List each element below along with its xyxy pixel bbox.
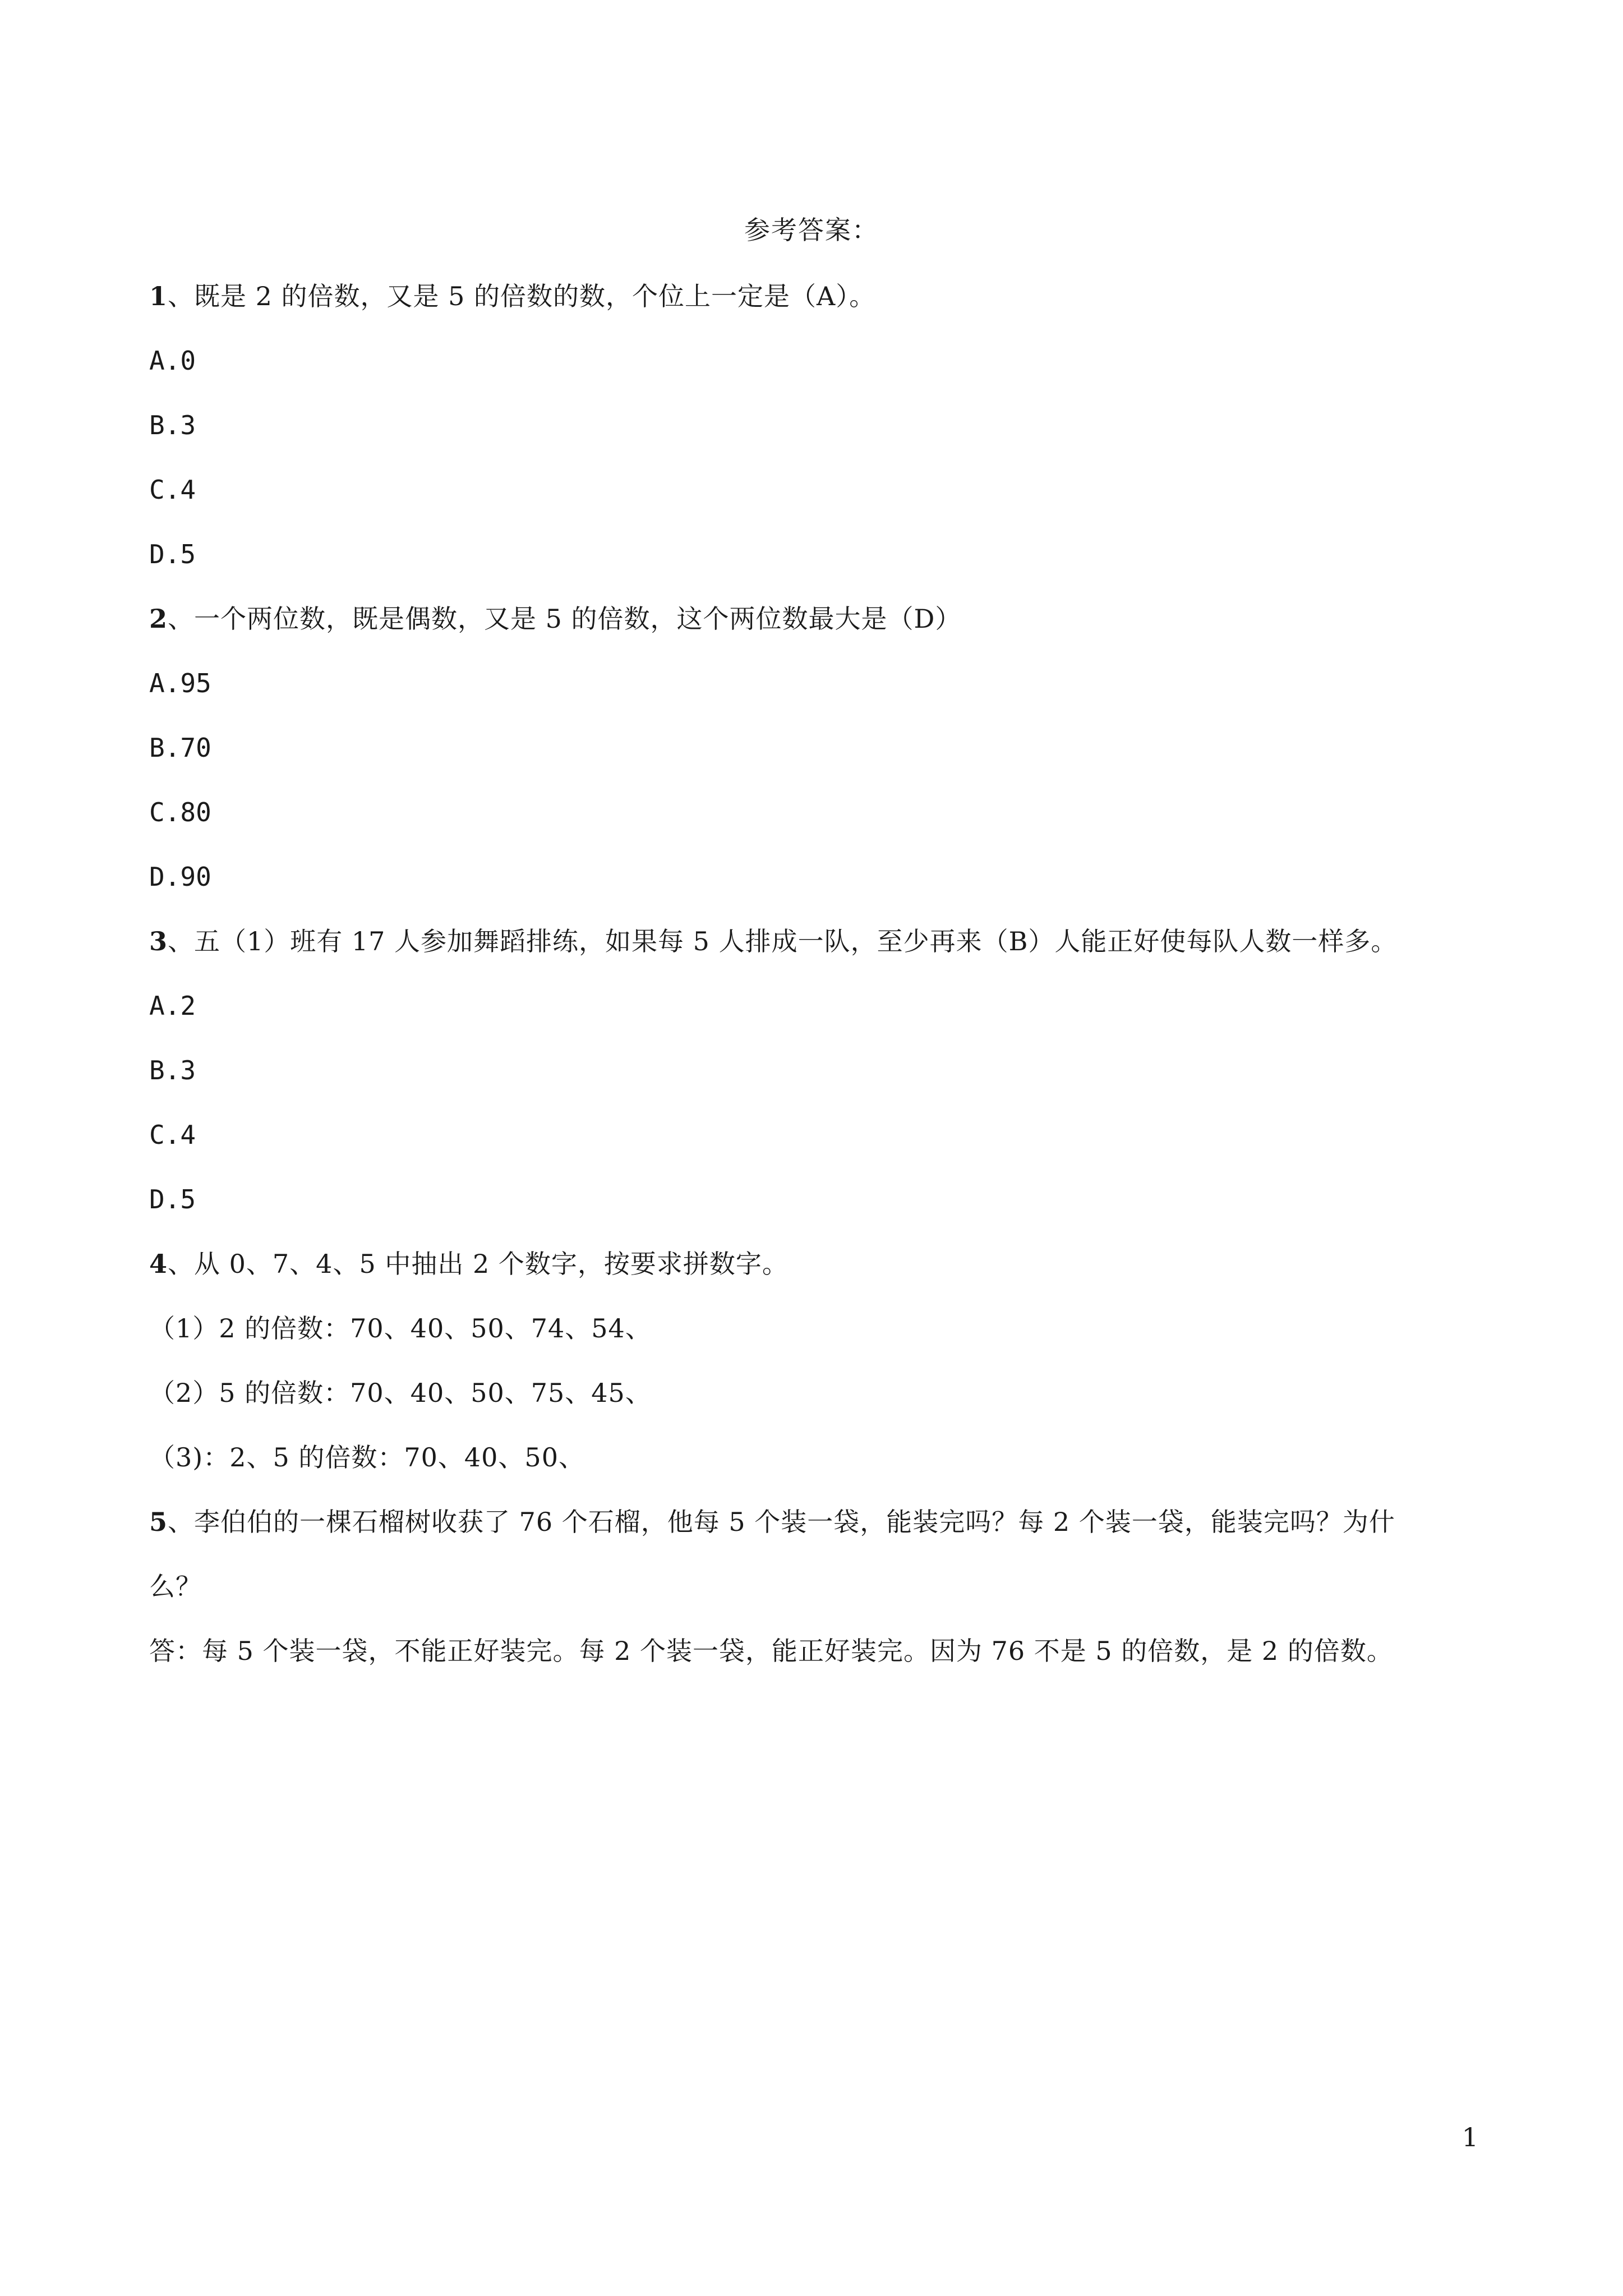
option-c: C.80 bbox=[149, 797, 211, 827]
sub-item-2: （2）5 的倍数：70、40、50、75、45、 bbox=[149, 1378, 652, 1408]
option-d: D.5 bbox=[149, 1184, 196, 1214]
question-3 bbox=[149, 924, 1506, 958]
question-number: 4 bbox=[149, 1249, 168, 1279]
option-b: B.3 bbox=[149, 1055, 196, 1085]
option-c: C.4 bbox=[149, 1120, 196, 1150]
question-number: 2 bbox=[149, 604, 168, 634]
option-b: B.3 bbox=[149, 410, 196, 440]
question-text-line-2: 么？ bbox=[149, 1571, 202, 1602]
option-d: D.90 bbox=[149, 862, 211, 892]
answer-text: 答：每 5 个装一袋，不能正好装完。每 2 个装一袋，能正好装完。因为 76 不是 5 的倍数，是 2 的倍数。 bbox=[149, 1636, 1393, 1666]
option-a: A.0 bbox=[149, 346, 196, 376]
question-number: 1 bbox=[149, 281, 168, 311]
sub-item-1: （1）2 的倍数：70、40、50、74、54、 bbox=[149, 1313, 652, 1343]
question-text: 、五（1）班有 17 人参加舞蹈排练，如果每 5 人排成一队，至少再来（B）人能正好使每队人数一样多。 bbox=[168, 926, 1398, 956]
option-d: D.5 bbox=[149, 539, 196, 569]
question-4 bbox=[149, 1247, 1506, 1281]
page-number: 1 bbox=[1461, 2122, 1478, 2152]
option-c: C.4 bbox=[149, 475, 196, 505]
sub-item-3: （3)：2、5 的倍数：70、40、50、 bbox=[149, 1442, 585, 1473]
question-number: 5 bbox=[149, 1507, 168, 1537]
answer-content bbox=[149, 279, 1506, 1699]
option-a: A.95 bbox=[149, 668, 211, 698]
page-title: 参考答案： bbox=[744, 215, 879, 245]
question-text: 、从 0、7、4、5 中抽出 2 个数字，按要求拼数字。 bbox=[168, 1249, 789, 1279]
question-2 bbox=[149, 602, 1506, 636]
question-text: 、既是 2 的倍数，又是 5 的倍数的数，个位上一定是（A）。 bbox=[168, 281, 876, 311]
question-1 bbox=[149, 279, 1506, 313]
option-b: B.70 bbox=[149, 733, 211, 763]
question-number: 3 bbox=[149, 926, 168, 956]
question-5 bbox=[149, 1505, 1506, 1539]
option-a: A.2 bbox=[149, 991, 196, 1021]
question-text-line-1: 、李伯伯的一棵石榴树收获了 76 个石榴，他每 5 个装一袋，能装完吗？每 2 个装一袋，能装完吗？为什 bbox=[168, 1507, 1395, 1537]
question-text: 、一个两位数，既是偶数，又是 5 的倍数，这个两位数最大是（D） bbox=[168, 604, 962, 634]
